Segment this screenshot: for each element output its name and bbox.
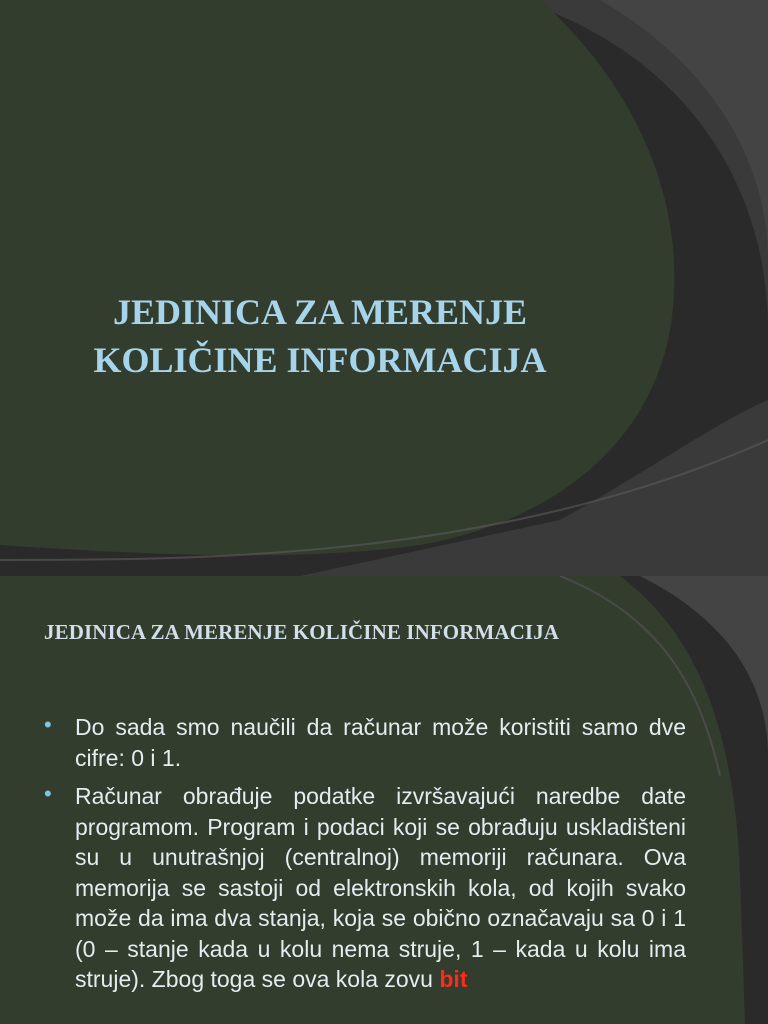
bullet-icon: • [44, 781, 52, 806]
slide-heading: JEDINICA ZA MERENJE KOLIČINE INFORMACIJA [44, 620, 560, 644]
list-item [44, 712, 686, 773]
bullet-text: Računar obrađuje podatke izvršavajući naredbe date programom. Program i podaci koji se obrađuju uskladišteni su u unutrašnjoj (centralnoj) memoriji računara. Ova memorija se sastoji od elektronskih kola, od kojih svako može da ima dva stanja, koja se obično označavaju sa 0 i 1 (0 – stanje kada u kolu nema struje, 1 – kada u kolu ima struje). Zbog toga se ova kola zovu [75, 783, 686, 992]
bullet-list [44, 712, 686, 1003]
title-line-2: KOLIČINE INFORMACIJA [93, 340, 547, 380]
bullet-icon: • [44, 712, 52, 737]
slide-title [40, 288, 600, 384]
title-line-1: JEDINICA ZA MERENJE [112, 292, 528, 332]
highlight-word: bit [439, 966, 468, 992]
bullet-text: Do sada smo naučili da računar može koristiti samo dve cifre: 0 i 1. [75, 714, 686, 771]
list-item [44, 781, 686, 995]
